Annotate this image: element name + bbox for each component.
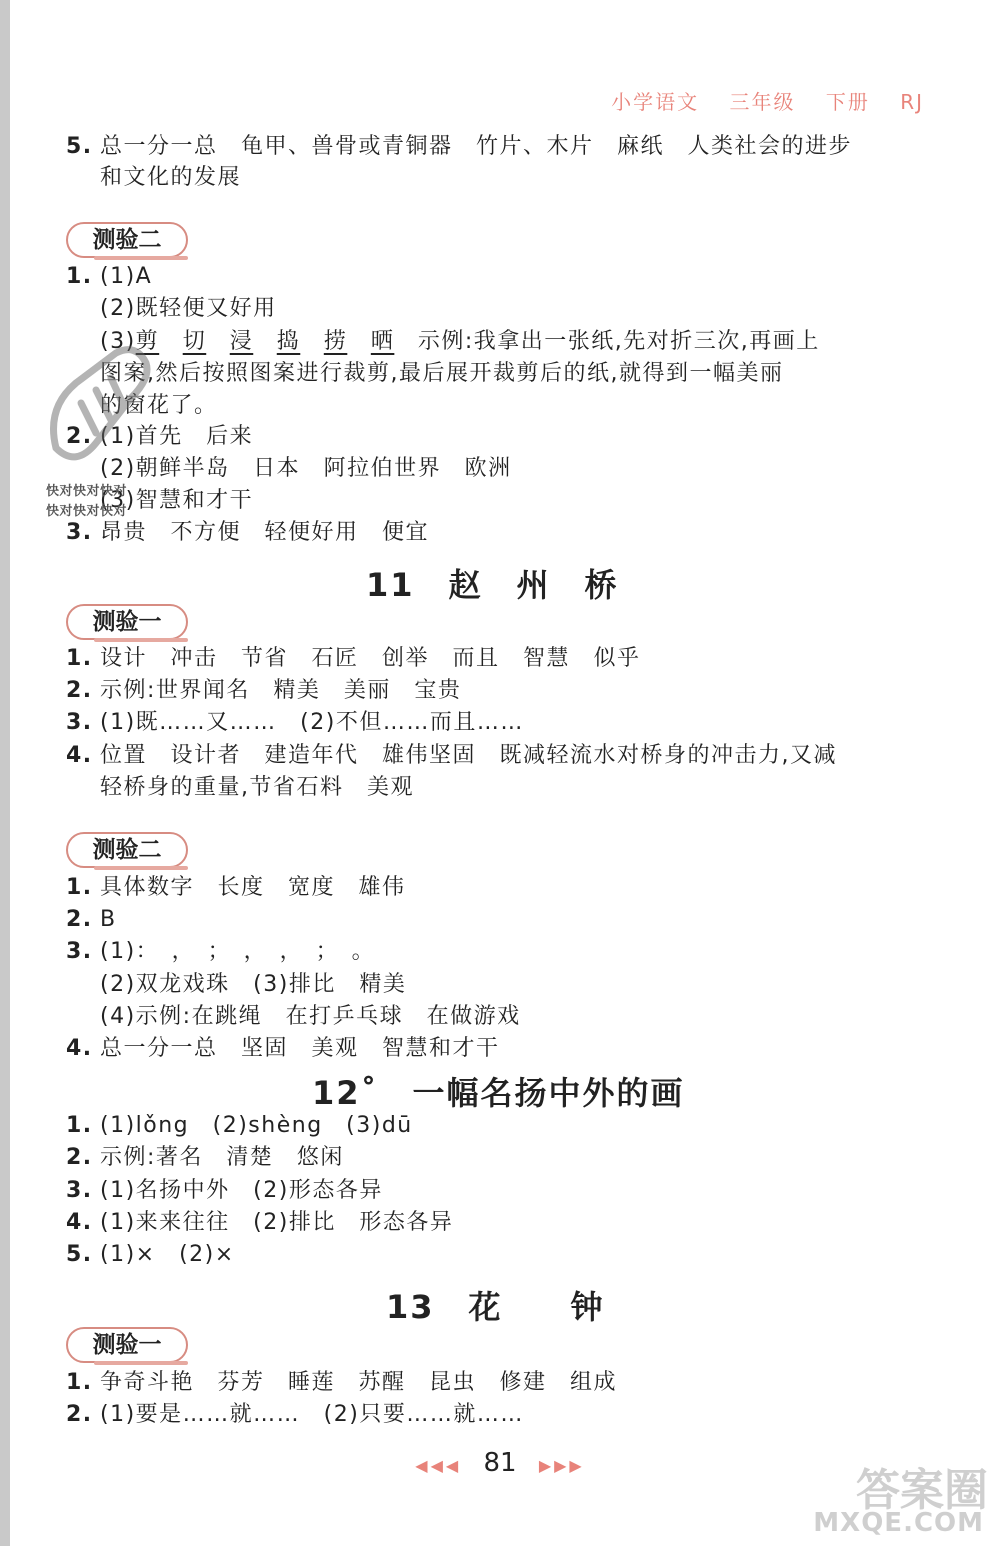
question-number: 3. xyxy=(66,1178,93,1203)
answer-line xyxy=(66,937,375,967)
question-number: 5. xyxy=(66,1242,93,1267)
page-header xyxy=(589,86,924,115)
question-number: 2. xyxy=(66,678,93,703)
answer-line xyxy=(66,676,461,706)
question-number: 2. xyxy=(66,424,93,449)
underlined-word: 捞 xyxy=(323,329,348,354)
answer-line: (2)双龙戏珠 (3)排比 精美 xyxy=(100,972,407,997)
answer-line xyxy=(66,1111,413,1141)
watermark-text: 快对快对快对 xyxy=(46,504,128,519)
answer-line xyxy=(66,1240,235,1270)
watermark-site: MXQE.COM xyxy=(813,1508,984,1538)
question-number: 3. xyxy=(66,939,93,964)
answer-text: 示例:世界闻名 精美 美丽 宝贵 xyxy=(100,678,462,703)
quiz-label: 测验二 xyxy=(66,832,188,868)
answer-text: 争奇斗艳 芬芳 睡莲 苏醒 昆虫 修建 组成 xyxy=(100,1370,618,1395)
watermark-text: 快对快对快对 xyxy=(46,484,128,499)
answer-line xyxy=(66,1400,524,1430)
quiz-label: 测验二 xyxy=(66,222,188,258)
answer-line xyxy=(66,708,524,738)
question-number: 3. xyxy=(66,520,93,545)
page-edge xyxy=(0,0,10,1546)
question-number: 5. xyxy=(66,134,93,159)
answer-line: 轻桥身的重量,节省石料 美观 xyxy=(100,775,414,800)
header-volume: 下册 xyxy=(825,90,870,114)
answer-line: 图案,然后按照图案进行裁剪,最后展开裁剪后的纸,就得到一幅美丽 xyxy=(100,361,784,386)
header-grade: 三年级 xyxy=(729,90,796,114)
answer-text: (1)lǒng (2)shèng (3)dū xyxy=(100,1113,413,1138)
answer-line xyxy=(66,1208,453,1238)
question-number: 1. xyxy=(66,264,93,289)
answer-line: (3)智慧和才干 xyxy=(100,488,254,513)
answer-text: (1)要是……就…… (2)只要……就…… xyxy=(100,1402,524,1427)
answer-text: (1)A xyxy=(100,264,153,289)
question-number: 2. xyxy=(66,1402,93,1427)
question-number: 1. xyxy=(66,875,93,900)
answer-line xyxy=(66,873,406,903)
answer-line: (4)示例:在跳绳 在打乒乓球 在做游戏 xyxy=(100,1004,521,1029)
answer-line xyxy=(66,1176,383,1206)
lesson-title: 13 花 钟 xyxy=(386,1288,605,1326)
answer-line: (2)既轻便又好用 xyxy=(100,296,277,321)
answer-text: 示例:我拿出一张纸,先对折三次,再画上 xyxy=(417,329,820,354)
answer-text: (1)× (2)× xyxy=(100,1242,235,1267)
question-number: 4. xyxy=(66,1210,93,1235)
underlined-word: 剪 xyxy=(135,329,160,354)
answer-text: (1)首先 后来 xyxy=(100,424,254,449)
answer-line: 和文化的发展 xyxy=(100,165,242,190)
lesson-title: 11 赵 州 桥 xyxy=(366,566,619,604)
question-number: 1. xyxy=(66,1370,93,1395)
underlined-word: 捣 xyxy=(276,329,301,354)
question-number: 3. xyxy=(66,710,93,735)
answer-line xyxy=(66,905,117,935)
answer-text: 具体数字 长度 宽度 雄伟 xyxy=(100,875,406,900)
answer-line xyxy=(66,132,852,162)
answer-text: (1)名扬中外 (2)形态各异 xyxy=(100,1178,383,1203)
question-number: 1. xyxy=(66,646,93,671)
answer-line xyxy=(66,1034,500,1064)
answer-text: (1)来来往往 (2)排比 形态各异 xyxy=(100,1210,454,1235)
quiz-label: 测验一 xyxy=(66,604,188,640)
answer-line: (2)朝鲜半岛 日本 阿拉伯世界 欧洲 xyxy=(100,456,512,481)
right-arrows-icon: ▶▶▶ xyxy=(538,1456,585,1475)
answer-text: 总一分一总 龟甲、兽骨或青铜器 竹片、木片 麻纸 人类社会的进步 xyxy=(100,134,853,159)
answer-text: B xyxy=(100,907,117,932)
watermark-hand-icon xyxy=(36,328,166,478)
answer-line xyxy=(66,262,152,292)
answer-line xyxy=(100,327,820,357)
answer-line xyxy=(66,1368,617,1398)
page-footer xyxy=(0,1448,1000,1478)
answer-text: (1)： ， ； ， ， ； 。 xyxy=(100,939,376,964)
left-arrows-icon: ◀◀◀ xyxy=(415,1456,462,1475)
question-number: 1. xyxy=(66,1113,93,1138)
answer-text: (1)既……又…… (2)不但……而且…… xyxy=(100,710,524,735)
answer-text: 示例:著名 清楚 悠闲 xyxy=(100,1145,344,1170)
underlined-word: 浸 xyxy=(229,329,254,354)
header-subject: 小学语文 xyxy=(611,90,700,114)
answer-line xyxy=(66,1143,344,1173)
question-number: 2. xyxy=(66,907,93,932)
underlined-word: 晒 xyxy=(370,329,395,354)
watermark-logo: 答案圈 xyxy=(856,1465,988,1516)
header-edition: RJ xyxy=(900,90,924,114)
answer-line: 的窗花了。 xyxy=(100,393,218,418)
quiz-label: 测验一 xyxy=(66,1327,188,1363)
question-number: 4. xyxy=(66,743,93,768)
answer-line xyxy=(66,741,837,771)
answer-line xyxy=(66,518,429,548)
lesson-title: 12˚ 一幅名扬中外的画 xyxy=(312,1074,685,1112)
answer-text: 位置 设计者 建造年代 雄伟坚固 既减轻流水对桥身的冲击力,又减 xyxy=(100,743,837,768)
answer-line xyxy=(66,644,641,674)
question-number: 4. xyxy=(66,1036,93,1061)
underlined-word: 切 xyxy=(182,329,207,354)
answer-text: 总一分一总 坚固 美观 智慧和才干 xyxy=(100,1036,500,1061)
page-number: 81 xyxy=(483,1448,517,1478)
answer-text: 昂贵 不方便 轻便好用 便宜 xyxy=(100,520,430,545)
question-number: 2. xyxy=(66,1145,93,1170)
answer-text: 设计 冲击 节省 石匠 创举 而且 智慧 似乎 xyxy=(100,646,641,671)
answer-text: (3) xyxy=(100,329,136,354)
